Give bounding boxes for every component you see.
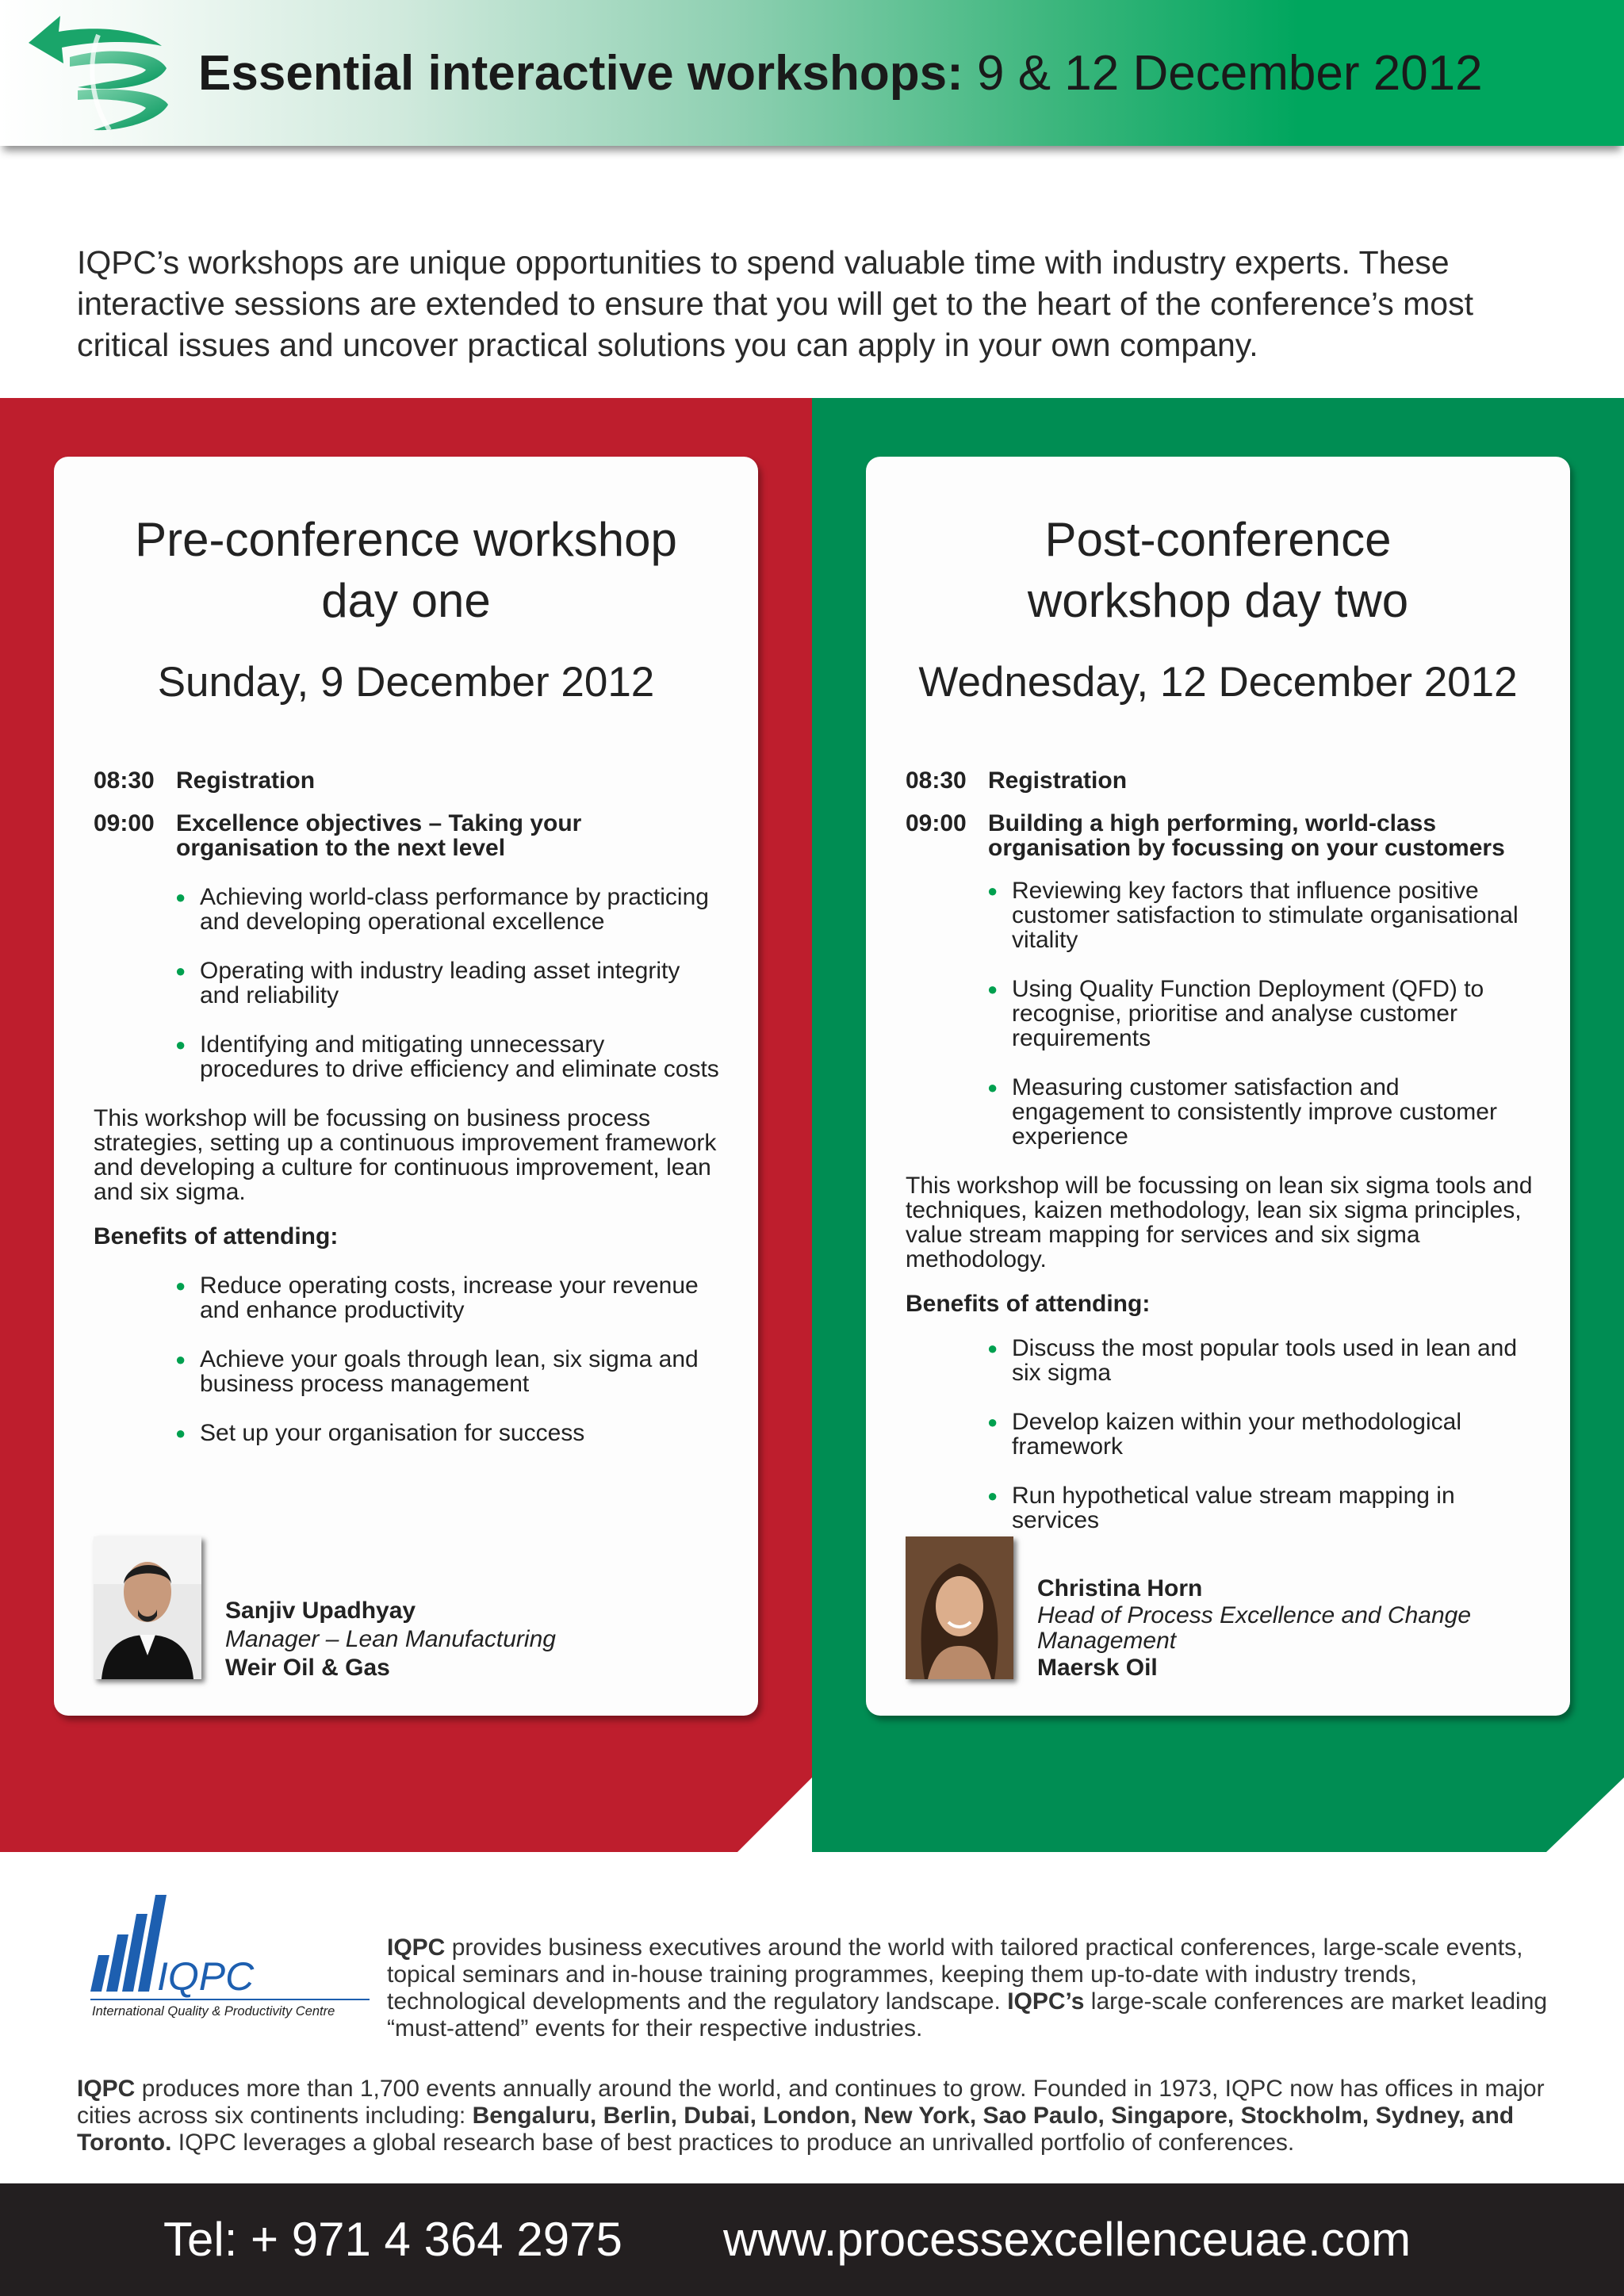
footer-telephone: Tel: + 971 4 364 2975 (163, 2213, 622, 2266)
workshop-title: Post-conference workshop day two (1027, 513, 1409, 627)
benefit-item: ● Discuss the most popular tools used in lean and six sigma (906, 1336, 1534, 1385)
speaker-block (94, 1536, 556, 1679)
workshop-card-day-one (54, 457, 758, 1716)
speaker-block (906, 1536, 1513, 1679)
iqpc-name: IQPC (387, 1934, 446, 1961)
iqpc-logo-subtitle: International Quality & Productivity Centre (92, 2004, 335, 2019)
schedule-time: 09:00 (94, 810, 155, 836)
footer-bar (0, 2183, 1624, 2296)
footer-website[interactable]: www.processexcellenceuae.com (723, 2213, 1411, 2266)
speaker-role: Manager – Lean Manufacturing (225, 1626, 556, 1652)
benefits-heading: Benefits of attending: (906, 1291, 1151, 1317)
benefit-item: ● Run hypothetical value stream mapping in services (906, 1483, 1534, 1533)
session-points (94, 885, 722, 1081)
schedule-time: 08:30 (94, 767, 155, 794)
schedule-time: 09:00 (906, 810, 967, 836)
schedule-row (906, 811, 1534, 860)
header-banner (0, 0, 1624, 146)
iqpc-about-text: large-scale conferences are market leading “must-attend” events for their respective industries. (387, 1988, 1548, 2042)
benefits-list (906, 1336, 1534, 1533)
intro-paragraph: IQPC’s workshops are unique opportunities to spend valuable time with industry experts. These interactive sessions are extended to ensure that you will get to the heart of the conference’s most critical issues and uncover practical solutions you can apply in your own company. (77, 244, 1473, 363)
schedule-row (94, 768, 722, 793)
iqpc-cities: Bengaluru, Berlin, Dubai, London, New York, Sao Paulo, Singapore, Stockholm, Sydney, and Toronto. (77, 2103, 1515, 2156)
speaker-photo (94, 1536, 201, 1679)
schedule-text: Registration (988, 767, 1128, 794)
iqpc-about-text: provides business executives around the world with tailored practical conferences, large-scale events, topical seminars and in-house training programmes, keeping them up-to-date with industry trends, technological developments and the regulatory landscape. (387, 1934, 1523, 2015)
header-title-bold: Essential interactive workshops: (198, 46, 963, 101)
swirl-arrow-logo (22, 11, 181, 138)
iqpc-name: IQPC (77, 2076, 136, 2102)
iqpc-logo-text: IQPC (157, 1954, 255, 1999)
session-point: ● Achieving world-class performance by practicing and developing operational excellence (94, 885, 722, 934)
header-title-dates: 9 & 12 December 2012 (963, 46, 1483, 101)
schedule-text: Excellence objectives – Taking your organisation to the next level (176, 810, 582, 861)
benefit-item: ● Develop kaizen within your methodological framework (906, 1410, 1534, 1459)
session-points (906, 878, 1534, 1149)
session-point: ● Operating with industry leading asset integrity and reliability (94, 959, 722, 1008)
schedule-row (906, 768, 1534, 793)
benefit-item: ● Achieve your goals through lean, six sigma and business process management (94, 1347, 722, 1396)
speaker-role: Head of Process Excellence and Change Management (1037, 1602, 1472, 1654)
schedule-row (94, 811, 722, 860)
session-point: ● Using Quality Function Deployment (QFD) to recognise, prioritise and analyse customer requirements (906, 977, 1534, 1050)
workshop-body (94, 768, 722, 1470)
workshop-body (906, 768, 1534, 1557)
session-point: ● Reviewing key factors that influence positive customer satisfaction to stimulate organisational vitality (906, 878, 1534, 952)
speaker-company: Maersk Oil (1037, 1655, 1158, 1681)
workshop-card-day-two (866, 457, 1570, 1716)
session-point: ● Identifying and mitigating unnecessary procedures to drive efficiency and eliminate costs (94, 1032, 722, 1081)
schedule-time: 08:30 (906, 767, 967, 794)
iqpc-history-text: produces more than 1,700 events annually around the world, and continues to grow. Founded in 1973, IQPC now has offices in major cities across six continents including: (77, 2076, 1545, 2129)
speaker-details (1037, 1575, 1513, 1682)
iqpc-history-text: IQPC leverages a global research base of best practices to produce an unrivalled portfolio of conferences. (171, 2130, 1295, 2156)
speaker-photo (906, 1536, 1013, 1679)
speaker-details (225, 1597, 556, 1682)
benefits-list (94, 1273, 722, 1445)
iqpc-name: IQPC’s (1007, 1988, 1085, 2015)
iqpc-history (77, 2076, 1568, 2156)
workshop-description: This workshop will be focussing on lean six sigma tools and techniques, kaizen methodology, lean six sigma principles, value stream mapping for services and six sigma methodology. (906, 1173, 1533, 1272)
speaker-name: Christina Horn (1037, 1575, 1203, 1601)
benefit-item: ● Set up your organisation for success (94, 1421, 722, 1445)
iqpc-about (387, 1934, 1561, 2042)
iqpc-logo (87, 1892, 373, 2019)
benefits-heading: Benefits of attending: (94, 1223, 339, 1249)
workshop-date: Sunday, 9 December 2012 (157, 659, 655, 706)
workshop-description: This workshop will be focussing on business process strategies, setting up a continuous improvement framework and developing a culture for continuous improvement, lean and six sigma. (94, 1105, 717, 1205)
workshop-date: Wednesday, 12 December 2012 (918, 659, 1518, 706)
workshop-title: Pre-conference workshop day one (135, 513, 677, 627)
schedule-text: Registration (176, 767, 316, 794)
session-point: ● Measuring customer satisfaction and engagement to consistently improve customer experience (906, 1075, 1534, 1149)
benefit-item: ● Reduce operating costs, increase your revenue and enhance productivity (94, 1273, 722, 1322)
schedule-text: Building a high performing, world-class organisation by focussing on your customers (988, 810, 1505, 861)
speaker-company: Weir Oil & Gas (225, 1655, 390, 1681)
header-title (198, 40, 1483, 108)
speaker-name: Sanjiv Upadhyay (225, 1598, 416, 1624)
